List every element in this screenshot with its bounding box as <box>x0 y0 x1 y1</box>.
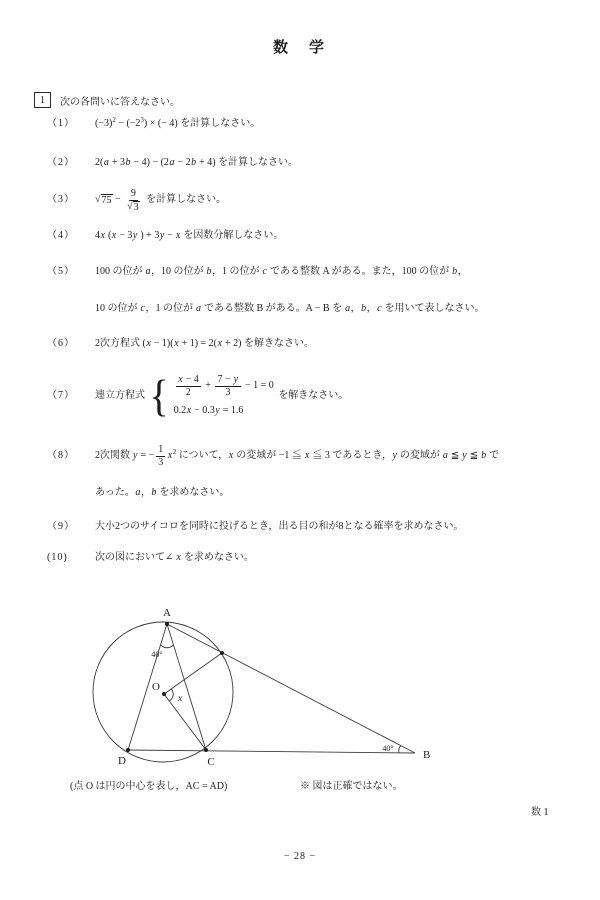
math-text: (−3) <box>95 118 113 129</box>
system-brace: { <box>149 369 169 421</box>
denominator <box>156 457 165 469</box>
figure-caption: (点 O は円の中心を表し，AC = AD) <box>70 781 228 792</box>
angle-arc-x <box>169 689 173 701</box>
math-text: あった。 <box>95 487 135 498</box>
chord-point-dot <box>220 651 224 655</box>
problem-label: （5） <box>47 266 75 277</box>
math-text: + 4) を計算しなさい。 <box>196 157 299 168</box>
math-text: ，1 の位が <box>145 303 196 314</box>
math-text: − 3 <box>116 230 133 241</box>
math-text: について， <box>176 449 229 461</box>
math-variable: x <box>175 230 181 241</box>
line-db <box>128 750 415 753</box>
math-text: である整数 B がある。A − B を <box>201 303 345 314</box>
math-variable: y <box>462 449 467 461</box>
problem-text <box>95 266 468 279</box>
math-variable: a <box>145 266 151 277</box>
math-text: ， <box>457 266 468 277</box>
math-text: − (−2 <box>115 118 141 129</box>
math-text: 0.2 <box>173 405 187 416</box>
math-variable: y <box>392 449 397 461</box>
math-text: 9 <box>130 188 136 199</box>
line-o-to-chord-point <box>164 653 222 694</box>
square-root <box>95 194 113 206</box>
angle-label-x: x <box>178 694 183 704</box>
math-variable: b <box>361 303 367 314</box>
math-variable: x <box>217 338 222 349</box>
math-text: ) × (− 4) を計算しなさい。 <box>143 118 261 129</box>
math-text: + <box>202 379 214 391</box>
page-number: − 28 − <box>283 851 317 862</box>
math-variable: x <box>146 338 151 349</box>
problem-set-header <box>34 92 180 108</box>
point-a-dot <box>165 622 169 626</box>
math-text: 100 の位が <box>95 266 145 277</box>
math-variable: x <box>111 230 117 241</box>
math-text: である整数 A がある。また，100 の位が <box>267 266 452 277</box>
math-variable: c <box>262 266 267 277</box>
problem-7 <box>47 369 349 421</box>
angle-arc-a <box>161 645 174 648</box>
math-variable: a <box>442 449 448 461</box>
math-variable: x <box>174 338 179 349</box>
math-text: − 4 <box>183 374 199 385</box>
figure-note: ※ 図は正確ではない。 <box>300 781 403 792</box>
problem-text <box>95 552 254 565</box>
label-o: O <box>152 681 160 693</box>
problem-2 <box>47 157 298 170</box>
label-a: A <box>163 607 171 619</box>
point-d-dot <box>126 748 130 752</box>
problem-4 <box>47 230 283 243</box>
numerator <box>215 374 240 387</box>
problem-text <box>95 303 485 316</box>
math-text: を求めなさい。 <box>181 552 254 563</box>
math-text: 大小2つのサイコロを同時に投げるとき，出る目の和が8となる確率を求めなさい。 <box>95 521 464 532</box>
denominator <box>184 387 193 399</box>
problem-text <box>95 521 464 534</box>
numerator <box>176 374 201 387</box>
math-variable: x <box>304 449 310 461</box>
math-text: − 0.3 <box>191 405 215 416</box>
math-text: = − <box>137 449 155 461</box>
line-ab <box>167 624 415 753</box>
math-variable: x <box>167 449 173 461</box>
geometry-figure <box>0 600 600 800</box>
math-variable: y <box>215 405 220 416</box>
problem-label: （4） <box>47 230 75 241</box>
line-oc <box>164 694 206 750</box>
problem-label: （3） <box>47 194 75 206</box>
radicand: 3 <box>133 201 139 213</box>
math-variable: x <box>228 449 234 461</box>
math-text: を計算しなさい。 <box>143 194 227 206</box>
equation <box>174 374 274 398</box>
math-text: 3 <box>158 456 164 468</box>
problem-10 <box>47 552 254 565</box>
label-d: D <box>118 755 126 767</box>
denominator <box>125 201 142 213</box>
center-o-dot <box>162 692 166 696</box>
math-variable: a <box>103 157 109 168</box>
math-text: − 2 <box>174 157 191 168</box>
math-text: 1 <box>158 444 164 455</box>
math-variable: b <box>452 266 458 277</box>
math-variable: b <box>191 157 197 168</box>
label-c: C <box>207 756 215 768</box>
denominator <box>223 387 232 399</box>
problem-label: （6） <box>47 338 75 349</box>
problem-text <box>95 157 298 170</box>
math-variable: y <box>133 449 138 461</box>
math-variable: y <box>233 374 239 385</box>
math-variable: x <box>178 374 183 385</box>
math-variable: x <box>176 552 181 563</box>
problem-set-number-box: 1 <box>34 92 51 108</box>
superscript: 3 <box>140 116 144 125</box>
problem-set-instruction: 次の各問いに答えなさい。 <box>60 96 180 108</box>
math-text: − 1 = 0 <box>242 379 274 391</box>
problem-5-line-1 <box>47 266 468 279</box>
math-text: を解きなさい。 <box>275 389 349 401</box>
radicand: 75 <box>101 195 112 207</box>
math-text: ， <box>366 303 377 314</box>
problem-text <box>95 369 349 421</box>
circle <box>93 622 233 762</box>
math-text: ，10 の位が <box>151 266 206 277</box>
math-text: − <box>112 194 124 206</box>
problem-6 <box>47 338 314 351</box>
problem-label: (10) <box>47 552 68 563</box>
problem-8-line-1 <box>47 444 499 468</box>
math-text: 2 <box>185 386 191 398</box>
math-variable: b <box>125 157 131 168</box>
math-text: 2( <box>95 157 104 168</box>
label-b: B <box>423 749 431 761</box>
angle-arc-b <box>399 746 401 753</box>
equation-system <box>149 369 274 421</box>
math-text: ) + 3 <box>137 230 160 241</box>
math-text: で <box>486 449 500 461</box>
system-equations <box>174 374 274 418</box>
math-variable: y <box>132 230 138 241</box>
problem-3 <box>47 188 226 213</box>
math-text: ≦ 3 であるとき， <box>309 449 392 461</box>
math-text: + 1) = 2( <box>179 338 218 349</box>
numerator <box>156 444 165 457</box>
math-variable: b <box>206 266 212 277</box>
line-ad <box>128 624 167 750</box>
math-text: ，1 の位が <box>212 266 262 277</box>
math-text: 7 − <box>217 374 234 385</box>
math-text: + 3 <box>109 157 125 168</box>
problem-label: （2） <box>47 157 75 168</box>
math-variable: a <box>345 303 351 314</box>
math-text: ， <box>350 303 361 314</box>
line-ac <box>167 624 206 750</box>
problem-label: （8） <box>47 449 75 461</box>
page-title: 数 学 <box>272 40 327 56</box>
problem-1 <box>47 118 260 131</box>
problem-text <box>95 487 229 500</box>
math-text: を求めなさい。 <box>156 487 230 498</box>
math-variable: b <box>151 487 157 498</box>
radical-sign: √ <box>127 200 133 212</box>
fraction <box>176 374 201 398</box>
problem-5-line-2 <box>95 303 485 316</box>
superscript: 2 <box>172 448 177 457</box>
math-variable: y <box>159 230 165 241</box>
problem-label: （7） <box>47 389 75 401</box>
fraction <box>125 188 142 213</box>
math-text: ， <box>140 487 151 498</box>
math-variable: a <box>195 303 201 314</box>
math-text: 2次方程式 ( <box>95 338 146 349</box>
math-variable: c <box>140 303 145 314</box>
math-text: = 1.6 <box>220 405 244 416</box>
equation <box>174 405 274 418</box>
problem-text <box>95 188 226 213</box>
problem-9 <box>47 521 464 534</box>
math-text: − 1)( <box>151 338 174 349</box>
problem-8-line-2 <box>95 487 229 500</box>
math-text: の変域が −1 ≦ <box>233 449 305 461</box>
math-text: 10 の位が <box>95 303 140 314</box>
math-text: − <box>164 230 176 241</box>
problem-text <box>95 338 314 351</box>
math-variable: a <box>169 157 175 168</box>
problem-label: （9） <box>47 521 75 532</box>
angle-label-a: 40° <box>151 650 163 659</box>
math-text: − 4) − (2 <box>130 157 169 168</box>
numerator <box>129 188 138 201</box>
fraction <box>156 444 165 468</box>
math-variable: c <box>377 303 382 314</box>
problem-label: （1） <box>47 118 75 129</box>
math-text: 3 <box>225 386 231 398</box>
math-text: 次の図において∠ <box>95 552 176 563</box>
math-text: ≦ <box>467 449 481 461</box>
math-text: ( <box>105 230 112 241</box>
subject-page-label: 数 1 <box>531 807 549 818</box>
math-text: + 2) を解きなさい。 <box>222 338 314 349</box>
math-text: を用いて表しなさい。 <box>382 303 485 314</box>
point-c-dot <box>204 748 208 752</box>
math-text: の変域が <box>397 449 443 461</box>
math-text: 4 <box>95 230 100 241</box>
math-text: を因数分解しなさい。 <box>180 230 284 241</box>
math-text: 連立方程式 <box>95 389 148 401</box>
superscript: 2 <box>112 116 116 125</box>
fraction <box>215 374 240 398</box>
problem-text <box>95 118 260 131</box>
problem-text <box>95 230 283 243</box>
math-variable: x <box>186 405 192 416</box>
math-variable: x <box>100 230 105 241</box>
math-text: ≦ <box>448 449 462 461</box>
math-text: 2次関数 <box>95 449 133 461</box>
radical-sign: √ <box>95 194 101 206</box>
angle-label-b: 40° <box>382 744 394 753</box>
square-root <box>127 201 140 213</box>
math-variable: a <box>135 487 141 498</box>
problem-text <box>95 444 499 468</box>
math-variable: b <box>481 449 487 461</box>
